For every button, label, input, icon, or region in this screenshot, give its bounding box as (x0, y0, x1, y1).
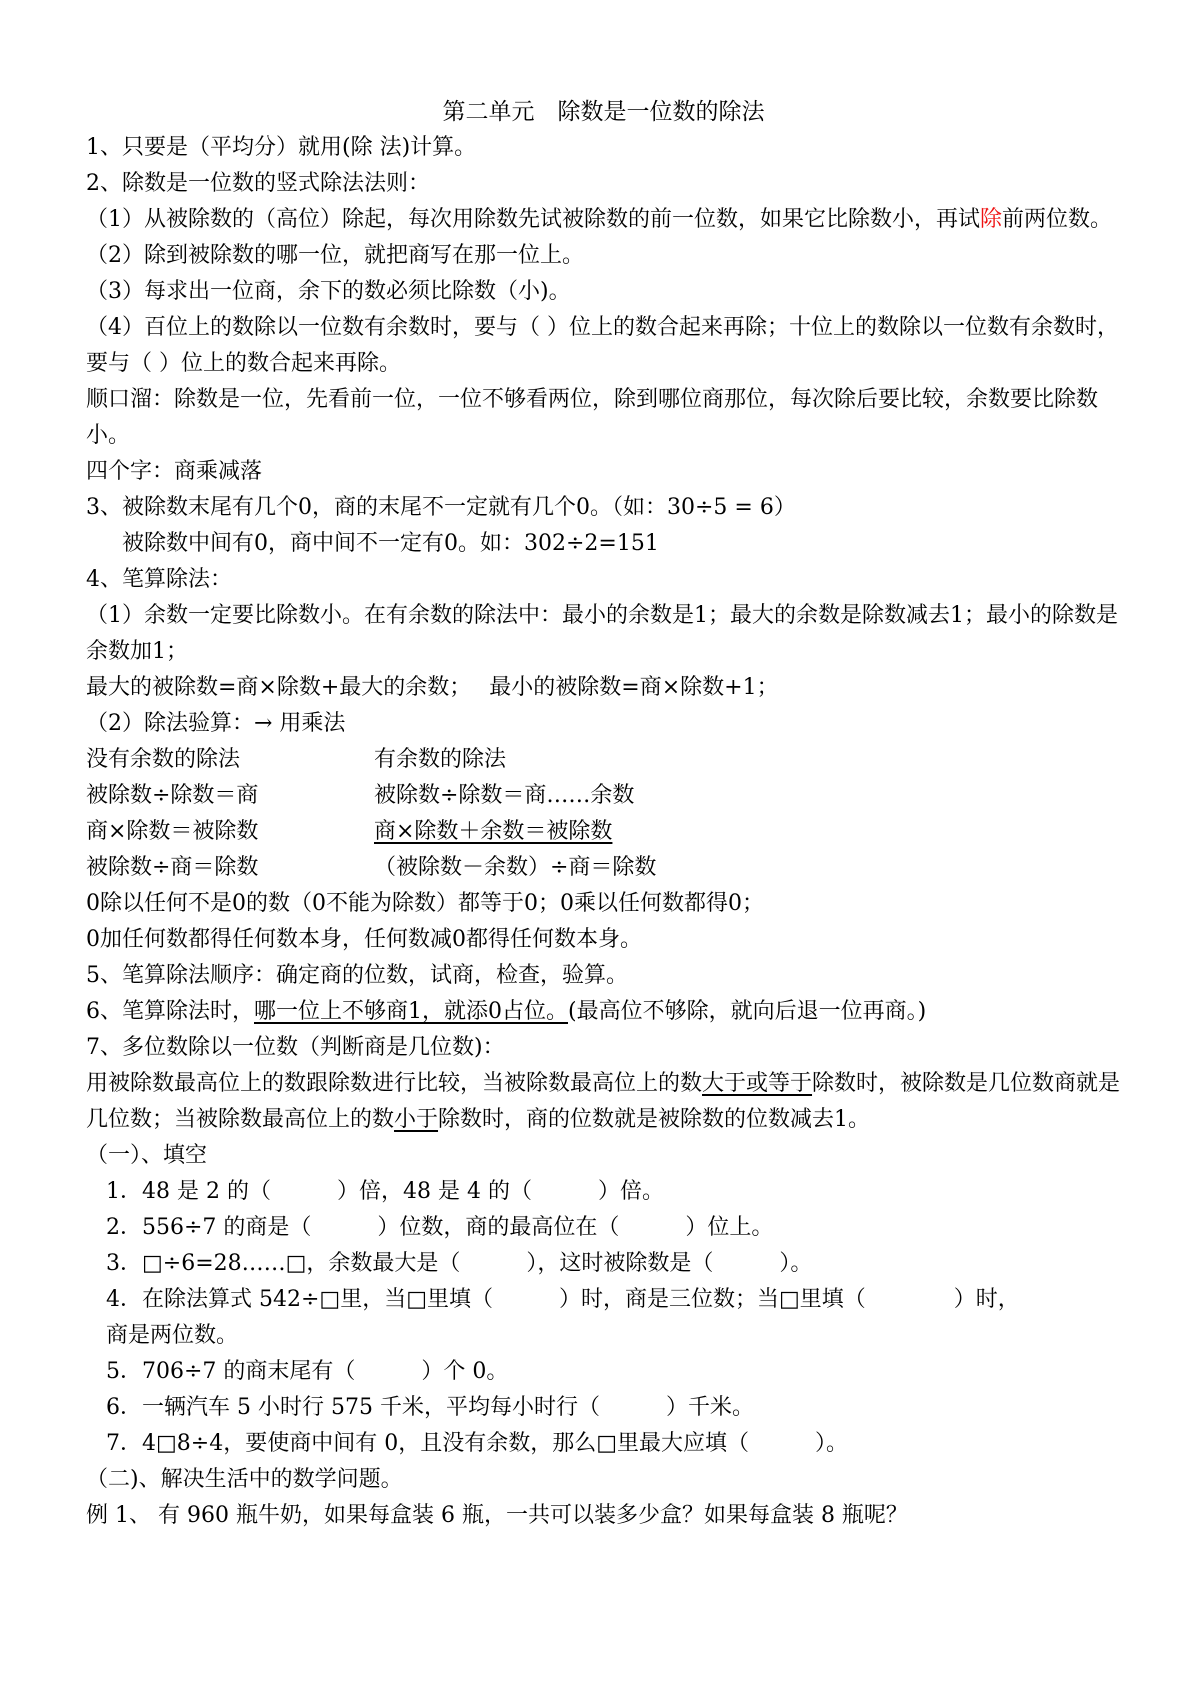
text-span: （1）从被除数的（高位）除起，每次用除数先试被除数的前一位数，如果它比除数小，再试 (86, 207, 981, 232)
formula-right: 商×除数＋余数＝被除数 (374, 819, 613, 844)
text-line: 4、笔算除法： (86, 567, 232, 592)
text-line: 顺口溜：除数是一位，先看前一位，一位不够看两位，除到哪位商那位，每次除后要比较，余数要比除数小。 (86, 387, 1099, 448)
formula-left: 被除数÷商＝除数 (86, 855, 259, 880)
text-line: （2）除到被除数的哪一位，就把商写在那一位上。 (86, 243, 584, 268)
underlined-text: 小于 (394, 1107, 439, 1132)
question-item: 5．706÷7 的商末尾有（ ）个 0。 (106, 1359, 509, 1384)
formula-row (86, 814, 1121, 850)
formula-row (86, 742, 1121, 778)
text-line: （4）百位上的数除以一位数有余数时，要与（ ）位上的数合起来再除；十位上的数除以一位数有余数时，要与（ ）位上的数合起来再除。 (86, 315, 1119, 376)
text-line: 2、除数是一位数的竖式除法法则： (86, 171, 430, 196)
formula-left: 商×除数＝被除数 (86, 819, 259, 844)
text-line (86, 1066, 1121, 1138)
question-item: 6．一辆汽车 5 小时行 575 千米，平均每小时行（ ）千米。 (106, 1395, 754, 1420)
highlight-text: 除 (980, 207, 1003, 232)
text-line: 被除数中间有0，商中间不一定有0。如：302÷2=151 (122, 531, 659, 556)
text-line: （1）余数一定要比除数小。在有余数的除法中：最小的余数是1；最大的余数是除数减去1；最小的除数是余数加1； (86, 603, 1118, 664)
text-span: (最高位不够除，就向后退一位再商。) (568, 999, 927, 1024)
section-heading: （一）、填空 (86, 1143, 208, 1168)
text-line: 1、只要是（平均分）就用(除 法)计算。 (86, 135, 477, 160)
text-line: （3）每求出一位商，余下的数必须比除数（小)。 (86, 279, 571, 304)
text-span: 6、笔算除法时， (86, 999, 254, 1024)
text-line: 7、多位数除以一位数（判断商是几位数)： (86, 1035, 505, 1060)
formula-row (86, 850, 1121, 886)
text-line: 5、笔算除法顺序：确定商的位数，试商，检查，验算。 (86, 963, 628, 988)
formula-left: 没有余数的除法 (86, 747, 241, 772)
formula-right: （被除数－余数）÷商＝除数 (374, 855, 657, 880)
page-title: 第二单元 除数是一位数的除法 (442, 99, 765, 125)
underlined-text: 大于或等于 (702, 1071, 813, 1096)
formula-right: 有余数的除法 (374, 747, 507, 772)
text-line: 0除以任何不是0的数（0不能为除数）都等于0；0乘以任何数都得0； (86, 891, 764, 916)
question-item-continued: 商是两位数。 (106, 1323, 239, 1348)
text-line: （2）除法验算：→ 用乘法 (86, 711, 346, 736)
example-problem: 例 1、 有 960 瓶牛奶，如果每盒装 6 瓶，一共可以装多少盒？如果每盒装 8 瓶呢？ (86, 1503, 908, 1528)
text-span: 除数时，商的位数就是被除数的位数减去1。 (438, 1107, 871, 1132)
text-line: 0加任何数都得任何数本身，任何数减0都得任何数本身。 (86, 927, 642, 952)
text-line (86, 994, 1121, 1030)
question-item: 3．□÷6=28……□，余数最大是（ ），这时被除数是（ ）。 (106, 1251, 813, 1276)
question-item: 1．48 是 2 的（ ）倍，48 是 4 的（ ）倍。 (106, 1179, 664, 1204)
text-line: 四个字：商乘减落 (86, 459, 263, 484)
question-item: 4．在除法算式 542÷□里，当□里填（ ）时，商是三位数；当□里填（ ）时， (106, 1287, 1020, 1312)
formula-row (86, 778, 1121, 814)
text-line: 最大的被除数=商×除数+最大的余数； 最小的被除数=商×除数+1； (86, 675, 779, 700)
formula-right: 被除数÷除数＝商……余数 (374, 783, 635, 808)
question-item: 7．4□8÷4，要使商中间有 0，且没有余数，那么□里最大应填（ ）。 (106, 1431, 848, 1456)
text-line: 3、被除数末尾有几个0，商的末尾不一定就有几个0。（如：30÷5 = 6） (86, 495, 796, 520)
text-span: 前两位数。 (1002, 207, 1113, 232)
text-span: 用被除数最高位上的数跟除数进行比较，当被除数最高位上的数 (86, 1071, 703, 1096)
text-line (86, 202, 1121, 238)
text-span: 除数时，被除数是几位数商就是几位数；当被除数最高位上的数 (86, 1071, 1121, 1132)
question-item: 2．556÷7 的商是（ ）位数，商的最高位在（ ）位上。 (106, 1215, 774, 1240)
formula-left: 被除数÷除数＝商 (86, 783, 259, 808)
underlined-text: 哪一位上不够商1，就添0占位。 (254, 999, 568, 1024)
section-heading: （二)、解决生活中的数学问题。 (86, 1467, 403, 1492)
